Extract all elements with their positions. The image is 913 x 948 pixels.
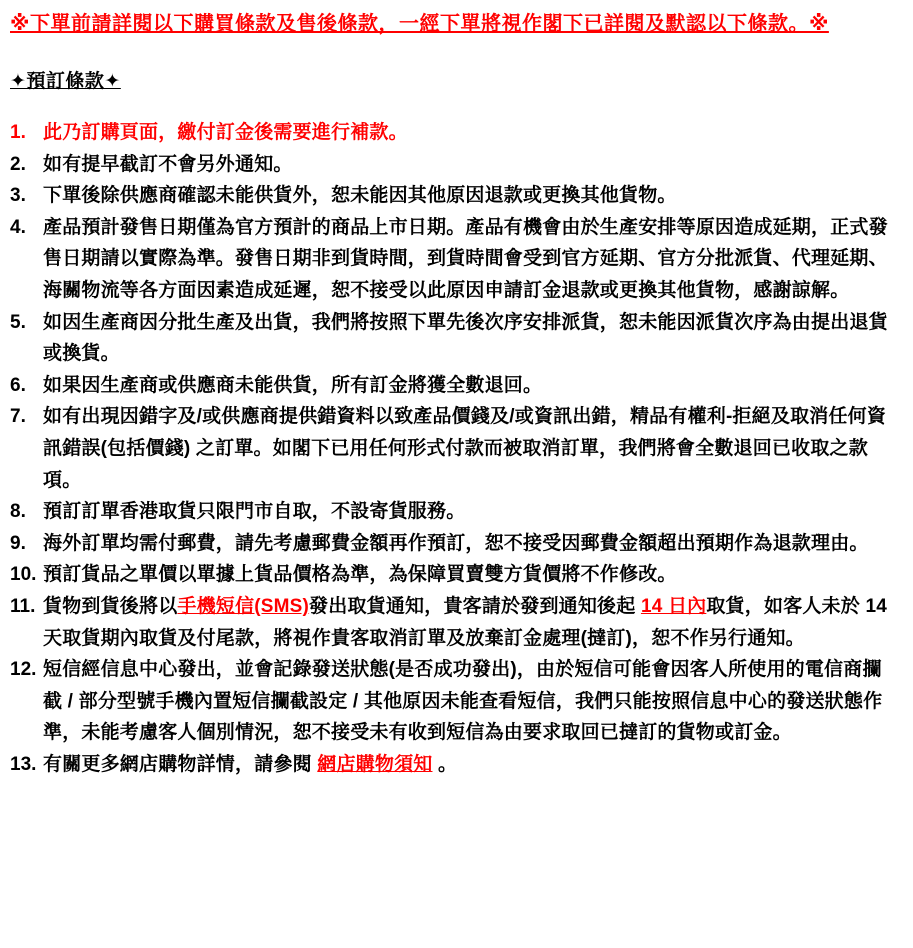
term-item-8 bbox=[10, 496, 899, 528]
term-item-6 bbox=[10, 370, 899, 402]
text-segment: 發出取貨通知，貴客請於發到通知後起 bbox=[309, 595, 641, 617]
term-item-2 bbox=[10, 149, 899, 181]
text-segment: 取貨，如客人未於 14 天取貨期內取貨及付尾款，將視作貴客取消訂單及放棄訂金處理(撻訂)，恕不作另行通知。 bbox=[43, 595, 887, 649]
text-segment: 如有提早截訂不會另外通知。 bbox=[43, 153, 293, 175]
term-number: 11. bbox=[10, 595, 36, 617]
term-text bbox=[43, 180, 899, 212]
term-number: 7. bbox=[10, 406, 26, 428]
term-number: 10. bbox=[10, 564, 37, 586]
highlighted-text: 手機短信(SMS) bbox=[177, 595, 310, 617]
term-number: 1. bbox=[10, 122, 26, 143]
term-text bbox=[43, 559, 899, 591]
term-number: 9. bbox=[10, 532, 26, 554]
term-text bbox=[43, 496, 899, 528]
term-text bbox=[43, 749, 899, 781]
term-item-13 bbox=[10, 749, 899, 781]
text-segment: 產品預計發售日期僅為官方預計的商品上市日期。產品有機會由於生產安排等原因造成延期，正式發售日期請以實際為準。發售日期非到貨時間，到貨時間會受到官方延期、官方分批派貨、代理延期、海關物流等各方面因素造成延遲，恕不接受以此原因申請訂金退款或更換其他貨物，感謝諒解。 bbox=[43, 216, 888, 301]
term-item-9 bbox=[10, 528, 899, 560]
term-number: 3. bbox=[10, 185, 26, 207]
terms-list bbox=[10, 117, 899, 780]
term-number: 5. bbox=[10, 311, 26, 333]
term-number: 12. bbox=[10, 659, 37, 681]
term-text bbox=[43, 149, 899, 181]
text-segment: 海外訂單均需付郵費，請先考慮郵費金額再作預訂，恕不接受因郵費金額超出預期作為退款理由。 bbox=[43, 532, 869, 554]
term-item-5 bbox=[10, 307, 899, 370]
term-item-12 bbox=[10, 654, 899, 749]
term-number: 2. bbox=[10, 153, 26, 175]
inline-link-shop-guide[interactable]: 網店購物須知 bbox=[317, 753, 433, 775]
term-number: 13. bbox=[10, 753, 37, 775]
text-segment: 如果因生產商或供應商未能供貨，所有訂金將獲全數退回。 bbox=[43, 374, 543, 396]
text-segment: 有關更多網店購物詳情，請參閱 bbox=[43, 753, 318, 775]
text-segment: 此乃訂購頁面，繳付訂金後需要進行補款。 bbox=[43, 122, 408, 143]
text-segment: 短信經信息中心發出，並會記錄發送狀態(是否成功發出)，由於短信可能會因客人所使用的電信商攔截 / 部分型號手機內置短信攔截設定 / 其他原因未能查看短信，我們只能按照信息中心的發送狀態作準，未能考慮客人個別情況，恕不接受未有收到短信為由要求取回已撻訂的貨物或訂金。 bbox=[43, 659, 883, 744]
text-segment: 預訂貨品之單價以單據上貨品價格為準，為保障買賣雙方貨價將不作修改。 bbox=[43, 564, 677, 586]
term-text bbox=[43, 212, 899, 307]
term-text bbox=[43, 654, 899, 749]
term-text bbox=[43, 401, 899, 496]
text-segment: 貨物到貨後將以 bbox=[43, 595, 178, 617]
top-notice: ※下單前請詳閱以下購買條款及售後條款，一經下單將視作閣下已詳閱及默認以下條款。※ bbox=[10, 13, 829, 35]
term-item-11 bbox=[10, 591, 899, 654]
text-segment: 下單後除供應商確認未能供貨外，恕未能因其他原因退款或更換其他貨物。 bbox=[43, 185, 677, 207]
term-text bbox=[43, 117, 899, 149]
text-segment: 如有出現因錯字及/或供應商提供錯資料以致產品價錢及/或資訊出錯，精品有權利-拒絕及取消任何資訊錯誤(包括價錢) 之訂單。如閣下已用任何形式付款而被取消訂單，我們將會全數退回已收取之款項。 bbox=[43, 406, 887, 491]
highlighted-text: 14 日內 bbox=[640, 595, 707, 617]
text-segment: 。 bbox=[432, 753, 458, 775]
term-text bbox=[43, 307, 899, 370]
text-segment: 如因生產商因分批生產及出貨，我們將按照下單先後次序安排派貨，恕未能因派貨次序為由提出退貨或換貨。 bbox=[43, 311, 888, 365]
term-item-10 bbox=[10, 559, 899, 591]
term-item-7 bbox=[10, 401, 899, 496]
term-number: 8. bbox=[10, 501, 26, 523]
term-number: 4. bbox=[10, 216, 26, 238]
term-text bbox=[43, 370, 899, 402]
term-item-4 bbox=[10, 212, 899, 307]
text-segment: 預訂訂單香港取貨只限門市自取，不設寄貨服務。 bbox=[43, 501, 466, 523]
term-number: 6. bbox=[10, 374, 26, 396]
term-text bbox=[43, 528, 899, 560]
term-item-3 bbox=[10, 180, 899, 212]
section-title-preorder-terms: ✦預訂條款✦ bbox=[10, 71, 121, 92]
term-item-1 bbox=[10, 117, 899, 149]
term-text bbox=[43, 591, 899, 654]
